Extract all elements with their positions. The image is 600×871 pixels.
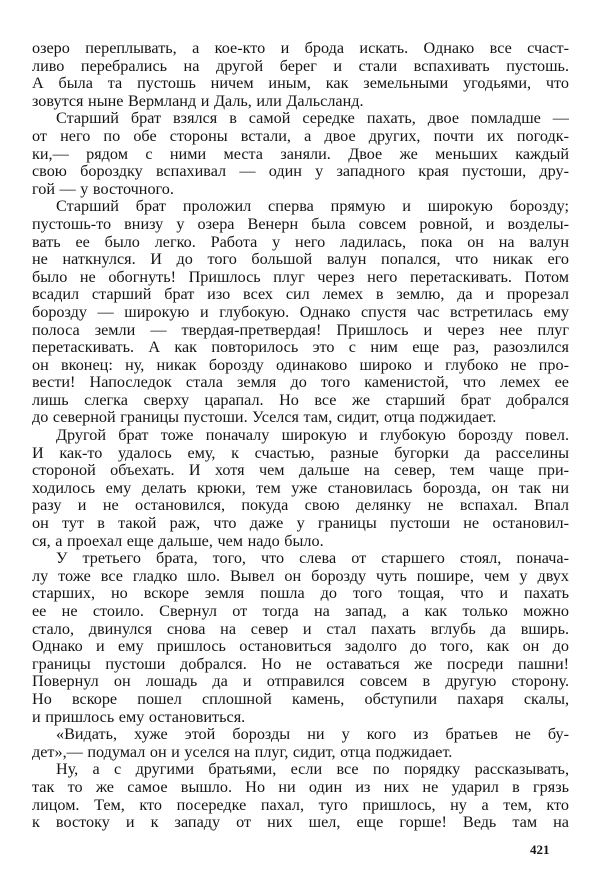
text-line: лицом. Тем, кто посередке пахал, туго пришлось, ну а тем, кто (32, 796, 569, 814)
text-line: разу и не остановился, покуда свою делянку не вспахал. Впал (32, 497, 569, 515)
text-line: стало, двинулся снова на север и стал пахать вглубь да вширь. (32, 620, 569, 638)
text-line: Старший брат проложил сперва прямую и широкую борозду; (56, 198, 569, 216)
text-line: Но вскоре пошел сплошной камень, обступили пахаря скалы, (32, 690, 569, 708)
text-line: до северной границы пустоши. Уселся там, сидит, отца поджидает. (32, 409, 497, 427)
document-body (32, 40, 569, 832)
text-line: У третьего брата, того, что слева от старшего стоял, поначa- (56, 550, 569, 568)
text-line: гой — у восточного. (32, 180, 174, 198)
text-line: и пришлось ему остановиться. (32, 708, 246, 726)
text-line: он тут в такой раж, что даже у границы пустоши не остановил- (32, 515, 569, 533)
text-line: к востоку и к западу от них шел, еще горше! Ведь там на (32, 814, 569, 832)
page-number: 421 (530, 842, 550, 857)
text-line: Повернул он лошадь да и отправился совсем в другую сторону. (32, 673, 569, 691)
text-line: пустошь-то внизу у озера Венерн была совсем ровной, и возделы- (32, 215, 569, 233)
text-line: стороной объехать. И хотя чем дальше на север, тем чаще при- (32, 462, 569, 480)
text-line: «Видать, хуже этой борозды ни у кого из братьев не бу- (56, 726, 569, 744)
text-line: перетаскивать. А как повторилось это с ним еще раз, разозлился (32, 339, 569, 357)
text-line: ки,— рядом с ними места заняли. Двое же меньших каждый (32, 145, 569, 163)
text-line: ее не стоило. Свернул от тогда на запад, а как только можно (32, 603, 569, 620)
text-line: Ну, а с другими братьями, если все по порядку рассказывать, (56, 761, 569, 779)
text-line: вать ее было легко. Работа у него ладилась, пока он на валун (32, 233, 569, 251)
text-line: ходилось ему делать крюки, тем уже становилась борозда, он так ни (32, 479, 569, 497)
text-line: вести! Напоследок стала земля до того каменистой, что лемех ее (32, 374, 569, 392)
text-line: зовутся ныне Вермланд и Даль, или Дальсланд. (32, 92, 364, 110)
text-line: Другой брат тоже поначалу широкую и глубокую борозду повел. (56, 427, 569, 445)
text-line: полоса земли — твердая-претвердая! Пришлось и через нее плуг (32, 321, 569, 339)
text-line: ливо перебрались на другой берег и стали вспахивать пустошь. (32, 57, 569, 75)
text-line: от него по обе стороны встали, а двое других, почти их погодк- (32, 127, 569, 145)
text-line: дет»,— подумал он и уселся на плуг, сидит, отца поджидает. (32, 743, 453, 761)
text-line: старших, но вскоре земля пошла до того тощая, что и пахать (32, 585, 569, 603)
text-line: лишь слегка сверху царапал. Но все же старший брат добрался (32, 391, 569, 409)
text-line: Старший брат взялся в самой середке пахать, двое помладше — (56, 110, 569, 128)
text-line: И как-то удалось ему, к счастью, разные бугорки да расселины (32, 444, 569, 462)
text-line: свою бороздку вспахивал — один у западного края пустоши, дру- (32, 163, 569, 181)
text-line: он вконец: ну, никак борозду одинаково широко и глубоко не про- (32, 356, 569, 374)
text-line: А была та пустошь ничем иным, как земельными угодьями, что (32, 75, 569, 93)
text-line: ся, а проехал еще дальше, чем надо было. (32, 532, 324, 550)
text-line: не наткнулся. И до того большой валун попался, что никак его (32, 251, 569, 269)
text-line: озеро переплывать, а кое-кто и брода искать. Однако все счаст- (32, 40, 569, 57)
text-line: Однако и ему пришлось остановиться задолго до того, как он до (32, 638, 569, 656)
text-line: всадил старший брат изо всех сил лемех в землю, да и прорезал (32, 286, 569, 304)
text-line: так то же самое вышло. Но ни один из них не ударил в грязь (32, 778, 569, 796)
text-line: было не обогнуть! Пришлось плуг через него перетаскивать. Потом (32, 268, 569, 286)
text-line: лу тоже все гладко шло. Вывел он борозду чуть пошире, чем у двух (32, 567, 569, 585)
text-line: границы пустоши добрался. Но не оставаться же посреди пашни! (32, 655, 569, 673)
text-line: борозду — широкую и глубокую. Однако спустя час встретилась ему (32, 303, 569, 321)
